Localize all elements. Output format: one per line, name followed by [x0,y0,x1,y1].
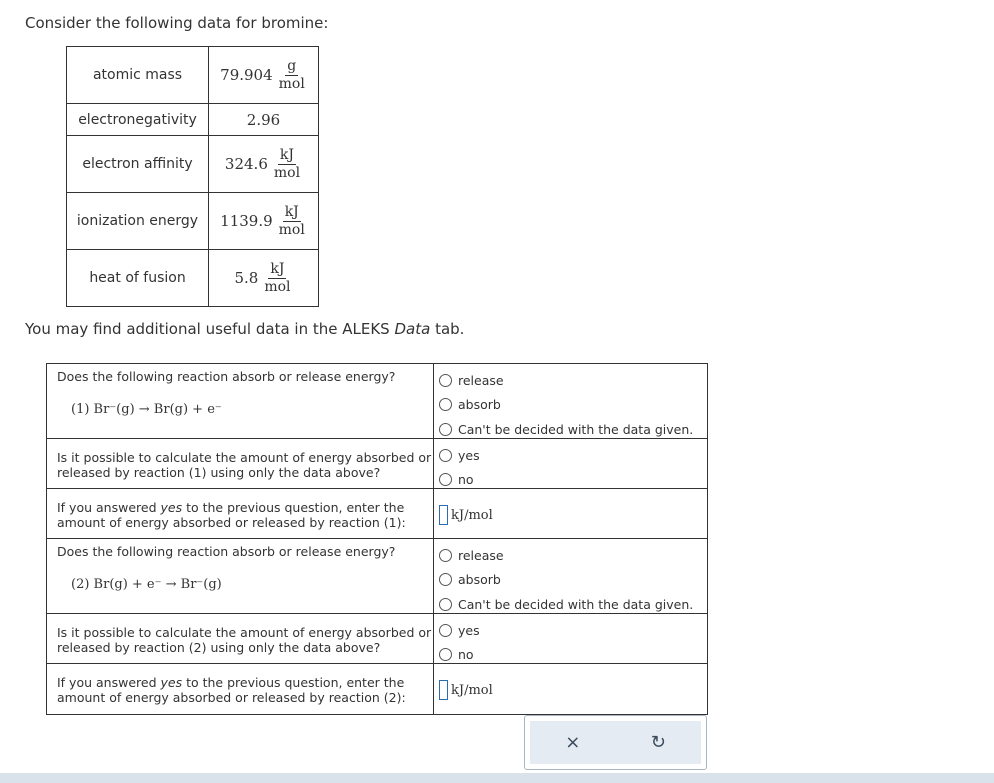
radio-option-absorb[interactable]: absorb [439,568,707,593]
property-value: 2.96 [209,104,319,136]
property-row [67,104,319,136]
bottom-bar [0,773,994,783]
questions-table [46,363,708,715]
radio-button[interactable] [439,449,452,462]
intro-text: Consider the following data for bromine: [25,14,329,32]
radio-button[interactable] [439,648,452,661]
close-icon: × [565,732,581,753]
question-prompt: Does the following reaction absorb or release energy? [57,544,396,559]
unit-fraction: $\frac{kJ}{\text{mol}}$ [264,261,291,295]
radio-option-no[interactable]: no [439,643,707,668]
additional-data-note: You may find additional useful data in the ALEKS Data tab. [25,320,465,338]
radio-button[interactable] [439,374,452,387]
property-row [67,136,319,193]
answer-toolbar [524,715,707,770]
question-row [47,614,707,664]
property-label: electronegativity [67,104,209,136]
undo-button[interactable] [643,728,673,758]
radio-option-release[interactable]: release [439,543,707,568]
question-prompt: Does the following reaction absorb or release energy? [57,369,396,384]
property-value: 1139.9 [220,212,273,230]
undo-icon: ↻ [650,732,666,753]
radio-button[interactable] [439,473,452,486]
property-value: 79.904 [220,66,273,84]
property-label: heat of fusion [67,250,209,307]
reaction-equation: (1) Br⁻(g) → Br(g) + e⁻ [71,402,222,417]
unit-label: kJ/mol [451,507,493,523]
radio-button[interactable] [439,398,452,411]
radio-option-cant-decide[interactable]: Can't be decided with the data given. [439,592,707,617]
data-tab-reference: Data [394,320,431,338]
question-row [47,439,707,489]
energy-answer-input[interactable] [439,505,448,525]
question-prompt: If you answered yes to the previous question, enter the amount of energy absorbed or released by reaction (1): [57,500,406,530]
radio-option-cant-decide[interactable]: Can't be decided with the data given. [439,417,707,442]
energy-answer-input[interactable] [439,680,448,700]
unit-fraction: $\frac{g}{\text{mol}}$ [278,58,305,92]
question-row [47,664,707,714]
property-row [67,47,319,104]
unit-fraction: $\frac{kJ}{\text{mol}}$ [278,204,305,238]
radio-option-yes[interactable]: yes [439,618,707,643]
unit-fraction: $\frac{kJ}{\text{mol}}$ [273,147,301,181]
property-value: 5.8 [234,269,259,287]
question-prompt: Is it possible to calculate the amount of energy absorbed or released by reaction (2) using only the data above? [57,625,432,655]
property-row [67,250,319,307]
property-label: electron affinity [67,136,209,193]
radio-button[interactable] [439,549,452,562]
property-label: ionization energy [67,193,209,250]
radio-button[interactable] [439,598,452,611]
radio-option-no[interactable]: no [439,468,707,493]
question-prompt: Is it possible to calculate the amount of energy absorbed or released by reaction (1) using only the data above? [57,450,432,480]
question-prompt: If you answered yes to the previous question, enter the amount of energy absorbed or released by reaction (2): [57,675,406,705]
radio-option-absorb[interactable]: absorb [439,393,707,418]
radio-button[interactable] [439,573,452,586]
property-value: 324.6 [224,155,268,173]
clear-button[interactable] [558,728,588,758]
unit-label: kJ/mol [451,682,493,698]
radio-button[interactable] [439,624,452,637]
question-row [47,364,707,439]
reaction-equation: (2) Br(g) + e⁻ → Br⁻(g) [71,577,222,592]
question-row [47,539,707,614]
question-row [47,489,707,539]
radio-option-yes[interactable]: yes [439,443,707,468]
radio-option-release[interactable]: release [439,368,707,393]
radio-button[interactable] [439,423,452,436]
properties-table [66,46,319,307]
property-label: atomic mass [67,47,209,104]
property-row [67,193,319,250]
